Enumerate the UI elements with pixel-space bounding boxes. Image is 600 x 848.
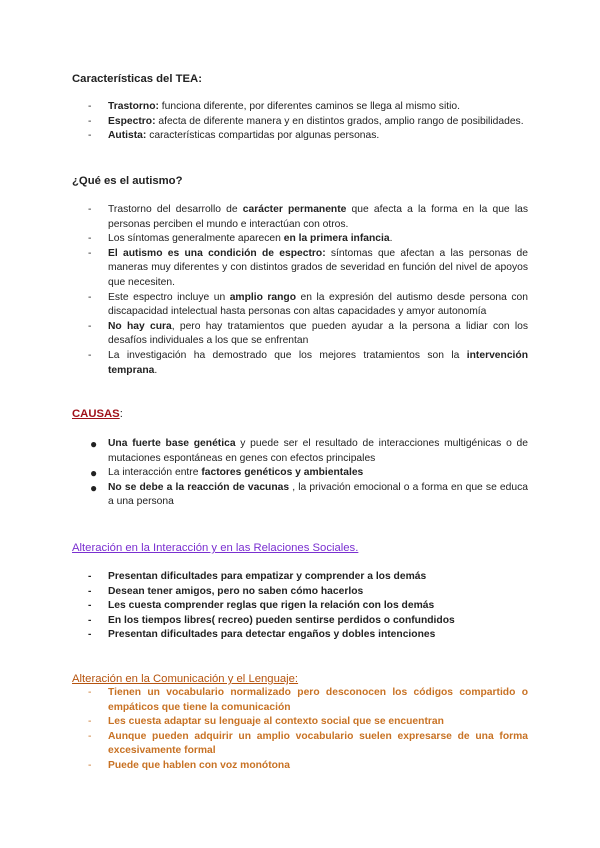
list-item: - Espectro: afecta de diferente manera y en distintos grados, amplio rango de posibilidades.	[88, 115, 524, 127]
list-item: - Trastorno: funciona diferente, por diferentes caminos se llega al mismo sitio.	[88, 101, 460, 112]
list-item: - Los síntomas generalmente aparecen en la primera infancia.	[88, 233, 393, 245]
autismo-list	[72, 203, 528, 378]
list-item: ● Una fuerte base genética y puede ser el resultado de interacciones multigénicas o de mutaciones espontáneas en genes con efectos principales	[90, 437, 528, 464]
list-item: - Aunque pueden adquirir un amplio vocabulario suelen expresarse de una forma excesivamente formal	[88, 730, 528, 757]
caracteristicas-list	[72, 100, 528, 144]
list-item: - La investigación ha demostrado que los mejores tratamientos son la intervención temprana.	[88, 349, 528, 376]
list-item: - Les cuesta adaptar su lenguaje al contexto social que se encuentran	[88, 716, 444, 728]
list-item: - Les cuesta comprender reglas que rigen la relación con los demás	[88, 600, 435, 612]
list-item: - Autista: características compartidas por algunas personas.	[88, 130, 380, 142]
section-title-que-es-autismo: ¿Qué es el autismo?	[72, 175, 183, 187]
list-item: - Tienen un vocabulario normalizado pero desconocen los códigos compartido o empáticos que tiene la comunicación	[88, 687, 528, 713]
causas-list	[72, 437, 528, 510]
section-title-comunicacion: Alteración en la Comunicación y el Lenguaje:	[72, 673, 299, 685]
section-title-social: Alteración en la Interacción y en las Relaciones Sociales.	[72, 542, 359, 554]
list-item: - No hay cura, pero hay tratamientos que pueden ayudar a la persona a lidiar con los desafíos individuales a los que se enfrentan	[88, 320, 528, 347]
list-item: - Presentan dificultades para detectar engaños y dobles intenciones	[88, 629, 436, 641]
list-item: - El autismo es una condición de espectro: síntomas que afectan a las personas de maneras muy diferentes y con distintos grados de severidad en función del nivel de apoyos que necesiten.	[88, 247, 528, 288]
list-item: - En los tiempos libres( recreo) pueden sentirse perdidos o confundidos	[88, 614, 455, 626]
list-item: - Este espectro incluye un amplio rango en la expresión del autismo desde persona con discapacidad intelectual hasta personas con altas capacidades y amyor autonomía	[88, 291, 528, 318]
social-list	[72, 570, 528, 643]
list-item: - Desean tener amigos, pero no saben cómo hacerlos	[88, 585, 364, 597]
section-title-caracteristicas: Características del TEA:	[72, 73, 202, 85]
comunicacion-list	[72, 686, 528, 774]
list-item: ● La interacción entre factores genéticos y ambientales	[90, 466, 364, 481]
list-item: - Trastorno del desarrollo de carácter permanente que afecta a la forma en la que las personas perciben el mundo e interactúan con otros.	[88, 204, 528, 230]
section-title-causas: CAUSAS:	[72, 408, 123, 420]
list-item: - Puede que hablen con voz monótona	[88, 759, 290, 771]
list-item: ● No se debe a la reacción de vacunas , la privación emocional o a forma en que se educa a una persona	[90, 480, 528, 508]
list-item: - Presentan dificultades para empatizar y comprender a los demás	[88, 571, 427, 582]
